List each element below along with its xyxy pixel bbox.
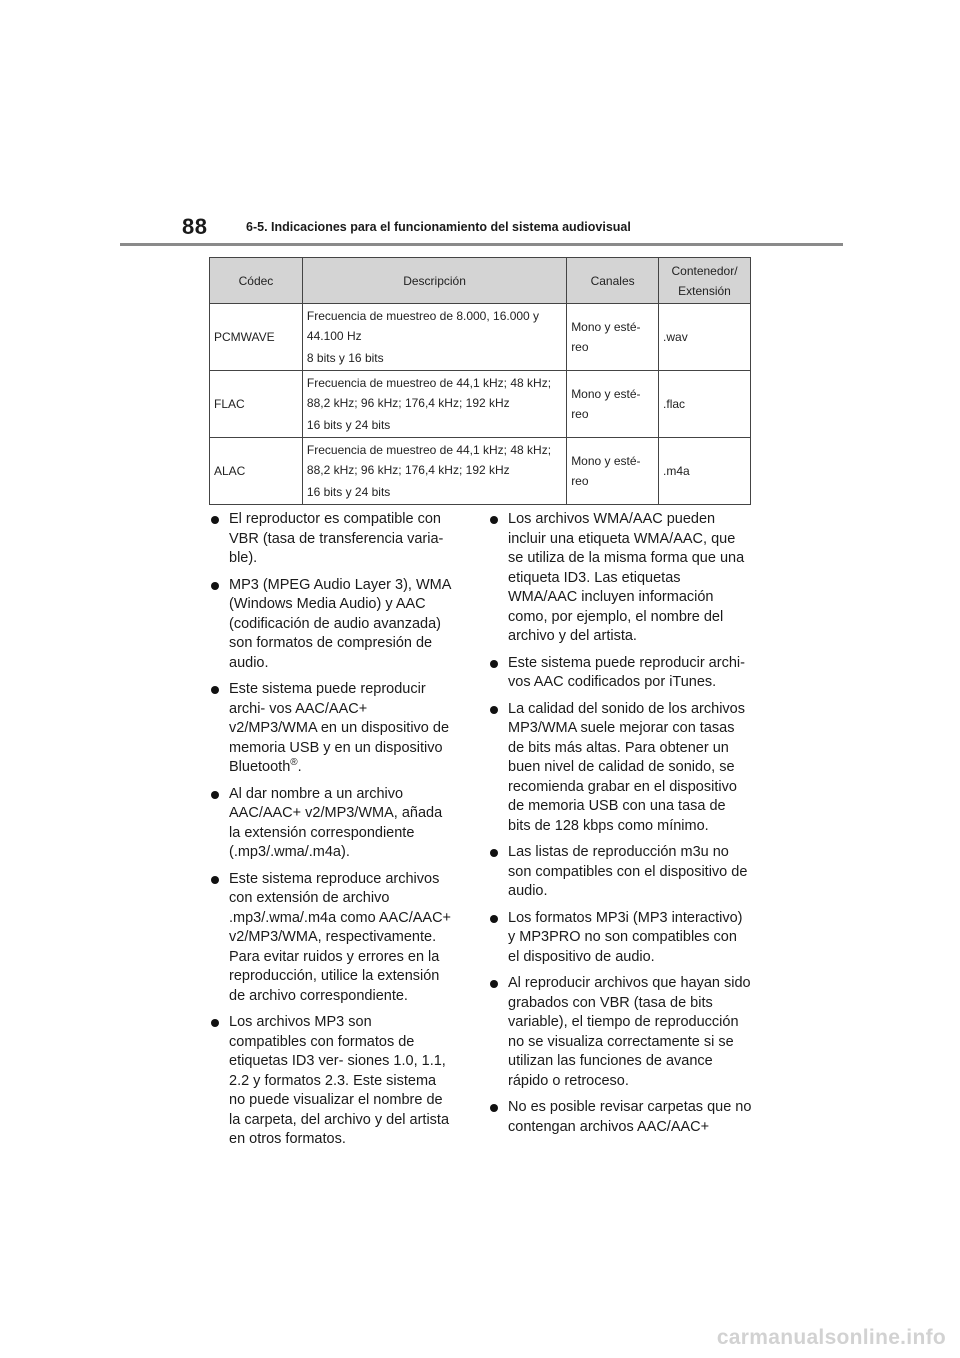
list-item	[211, 870, 451, 1007]
left-column	[211, 510, 451, 1157]
cell-container: .flac	[659, 371, 751, 438]
list-item	[211, 680, 451, 778]
list-item	[490, 1098, 752, 1137]
description-line: 16 bits y 24 bits	[306, 418, 391, 432]
list-item-text: Este sistema puede reproducir archi- vos AAC codificados por iTunes.	[508, 654, 745, 690]
cell-codec: FLAC	[210, 371, 303, 438]
table-row	[210, 304, 751, 371]
cell-description	[302, 371, 566, 438]
list-item-text: La calidad del sonido de los archivos MP3/WMA suele mejorar con tasas de bits más altas. Para obtener un buen nivel de calidad de sonido, se recomienda grabar en el dispositivo de memoria USB con una tasa de bits de 128 kbps como mínimo.	[508, 700, 745, 834]
column-header-description: Descripción	[302, 258, 566, 304]
registered-mark: ®	[290, 757, 298, 769]
bullet-icon	[490, 980, 498, 988]
description-line: 8 bits y 16 bits	[306, 351, 384, 365]
list-item-text: Los formatos MP3i (MP3 interactivo) y MP3PRO no son compatibles con el dispositivo de audio.	[508, 909, 743, 965]
list-item-text: El reproductor es compatible con VBR (tasa de transferencia varia- ble).	[229, 511, 444, 566]
cell-container: .m4a	[659, 438, 751, 505]
cell-codec: ALAC	[210, 438, 303, 505]
column-header-codec: Códec	[210, 258, 303, 304]
bullet-icon	[211, 686, 219, 694]
codec-table	[209, 257, 751, 505]
bullet-icon	[490, 516, 498, 524]
column-header-channels: Canales	[567, 258, 659, 304]
list-item-text: No es posible revisar carpetas que no contengan archivos AAC/AAC+	[508, 1099, 752, 1135]
list-item	[211, 576, 451, 674]
cell-container: .wav	[659, 304, 751, 371]
right-column	[490, 510, 752, 1144]
list-item	[211, 510, 451, 569]
list-item-text: MP3 (MPEG Audio Layer 3), WMA (Windows Media Audio) y AAC (codificación de audio avanzada) son formatos de compresión de audio.	[229, 576, 451, 671]
description-line: Frecuencia de muestreo de 8.000, 16.000 y 44.100 Hz	[306, 309, 540, 343]
bullet-icon	[211, 791, 219, 799]
list-item	[490, 843, 752, 902]
list-item	[490, 510, 752, 647]
cell-description	[302, 304, 566, 371]
list-item	[490, 700, 752, 837]
list-item-text: Este sistema puede reproducir archi- vos AAC/AAC+ v2/MP3/WMA en un dispositivo de memoria USB y en un dispositivo Bluetooth®.	[229, 681, 450, 775]
cell-channels: Mono y esté- reo	[567, 371, 659, 438]
list-item-text: Este sistema reproduce archivos con extensión de archivo .mp3/.wma/.m4a como AAC/AAC+ v2/MP3/WMA, respectivamente. Para evitar ruidos y errores en la reproducción, utilice la extensión de archivo correspondiente.	[229, 870, 452, 1004]
description-line: Frecuencia de muestreo de 44,1 kHz; 48 kHz; 88,2 kHz; 96 kHz; 176,4 kHz; 192 kHz	[306, 443, 552, 477]
description-line: 16 bits y 24 bits	[306, 485, 391, 499]
cell-channels: Mono y esté- reo	[567, 438, 659, 505]
bullet-icon	[490, 915, 498, 923]
section-title: 6-5. Indicaciones para el funcionamiento del sistema audiovisual	[246, 220, 631, 234]
bullet-icon	[490, 706, 498, 714]
description-line: Frecuencia de muestreo de 44,1 kHz; 48 kHz; 88,2 kHz; 96 kHz; 176,4 kHz; 192 kHz	[306, 376, 552, 410]
table-header-row	[210, 258, 751, 304]
bullet-icon	[211, 516, 219, 524]
list-item	[490, 909, 752, 968]
cell-channels: Mono y esté- reo	[567, 304, 659, 371]
bullet-icon	[490, 1104, 498, 1112]
bullet-icon	[211, 1019, 219, 1027]
list-item-text: Los archivos WMA/AAC pueden incluir una etiqueta WMA/AAC, que se utiliza de la misma forma que una etiqueta ID3. Las etiquetas WMA/AAC incluyen información como, por ejemplo, el nombre del archivo y del artista.	[508, 511, 745, 644]
bullet-icon	[490, 849, 498, 857]
list-item-text: Las listas de reproducción m3u no son compatibles con el dispositivo de audio.	[508, 844, 748, 899]
bullet-icon	[211, 582, 219, 590]
bullet-icon	[211, 876, 219, 884]
table-row	[210, 371, 751, 438]
list-item-text: Al reproducir archivos que hayan sido grabados con VBR (tasa de bits variable), el tiempo de reproducción no se visualiza correctamente si se utilizan las funciones de avance rápido o retroceso.	[508, 975, 751, 1089]
list-item	[211, 1013, 451, 1150]
list-item	[490, 654, 752, 693]
cell-description	[302, 438, 566, 505]
header-rule	[120, 243, 843, 246]
column-header-container: Contenedor/ Extensión	[659, 258, 751, 304]
page-number: 88	[182, 214, 208, 239]
list-item	[490, 974, 752, 1091]
list-item-text: Los archivos MP3 son compatibles con formatos de etiquetas ID3 ver- siones 1.0, 1.1, 2.2 y formatos 2.3. Este sistema no puede visualizar el nombre de la carpeta, del archivo y del artista en otros formatos.	[229, 1014, 450, 1147]
table-row	[210, 438, 751, 505]
bullet-icon	[490, 660, 498, 668]
list-item	[211, 785, 451, 863]
cell-codec: PCMWAVE	[210, 304, 303, 371]
list-item-text: Al dar nombre a un archivo AAC/AAC+ v2/MP3/WMA, añada la extensión correspondiente (.mp3/.wma/.m4a).	[229, 785, 443, 860]
watermark: carmanualsonline.info	[716, 1326, 946, 1349]
